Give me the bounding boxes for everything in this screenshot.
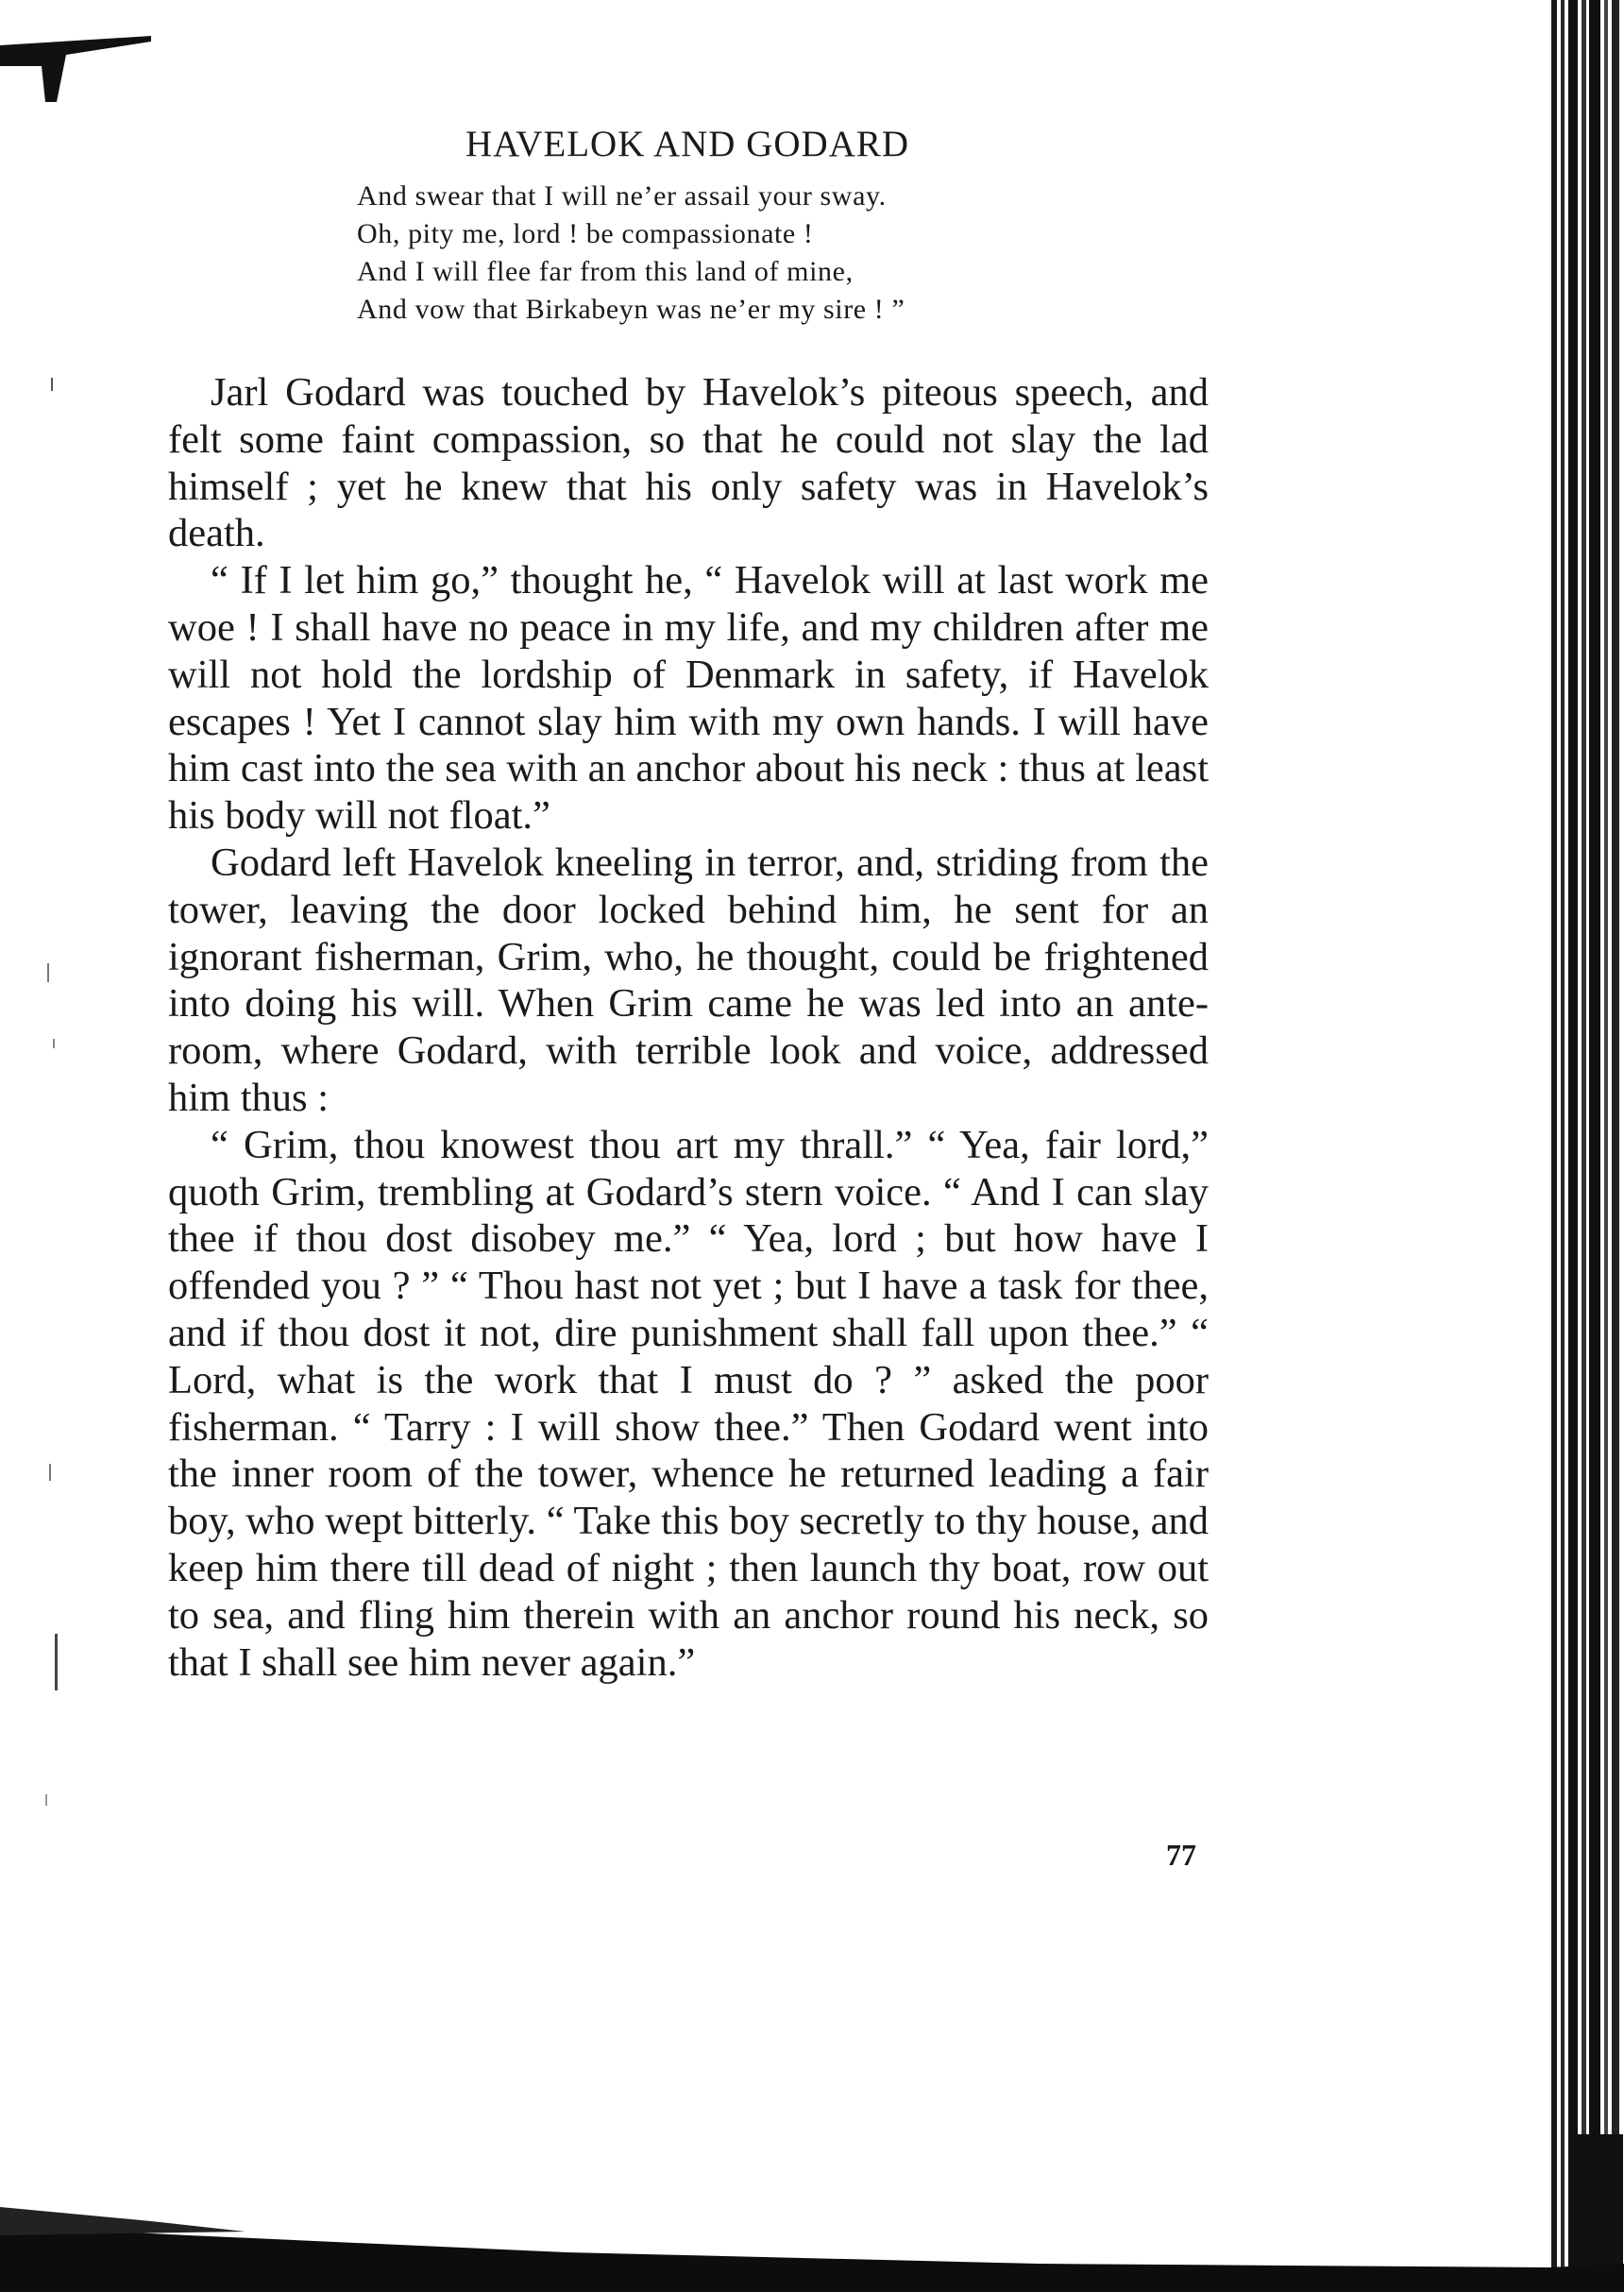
- paragraph: Godard left Havelok kneeling in terror, and, striding from the tower, leaving the door locked behind him, he sent for an ignorant fisherman, Grim, who, he thought, could be frightened into doing his will. When Grim came he was led into an ante-room, where Godard, with terrible look and voice, addressed him thus :: [168, 840, 1209, 1120]
- paragraph: “ If I let him go,” thought he, “ Havelok will at last work me woe ! I shall have no peace in my life, and my children after me will not hold the lordship of Denmark in safety, if Havelok escapes ! Yet I cannot slay him with my own hands. I will have him cast into the sea with an anchor about his neck : thus at least his body will not float.”: [168, 558, 1209, 839]
- running-head: HAVELOK AND GODARD: [465, 124, 910, 164]
- scan-right-edge: [1534, 0, 1624, 2292]
- paragraph: “ Grim, thou knowest thou art my thrall.” “ Yea, fair lord,” quoth Grim, trembling at Godard’s stern voice. “ And I can slay thee if thou dost disobey me.” “ Yea, lord ; but how have I offended you ? ” “ Thou hast not yet ; but I have a task for thee, and if thou dost it not, dire punishment shall fall upon thee.” “ Lord, what is the work that I must do ? ” asked the poor fisherman. “ Tarry : I will show thee.” Then Godard went into the inner room of the tower, whence he returned leading a fair boy, who wept bitterly. “ Take this boy secretly to thy house, and keep him there till dead of night ; then launch thy boat, row out to sea, and fling him therein with an anchor round his neck, so that I shall see him never again.”: [168, 1122, 1209, 1685]
- verse-block: [357, 178, 905, 329]
- verse-line: And swear that I will ne’er assail your sway.: [357, 180, 887, 212]
- verse-line: And I will flee far from this land of mine,: [357, 256, 854, 287]
- scan-left-specks: [38, 378, 66, 2172]
- verse-line: And vow that Birkabeyn was ne’er my sire ! ”: [357, 294, 905, 325]
- scan-corner-mark: [0, 17, 156, 102]
- scan-bottom-edge: [0, 2169, 1624, 2292]
- body-text: [168, 369, 1209, 1686]
- verse-line: Oh, pity me, lord ! be compassionate !: [357, 218, 814, 249]
- page-number: 77: [1166, 1838, 1196, 1872]
- paragraph: Jarl Godard was touched by Havelok’s piteous speech, and felt some faint compassion, so that he could not slay the lad himself ; yet he knew that his only safety was in Havelok’s death.: [168, 370, 1209, 556]
